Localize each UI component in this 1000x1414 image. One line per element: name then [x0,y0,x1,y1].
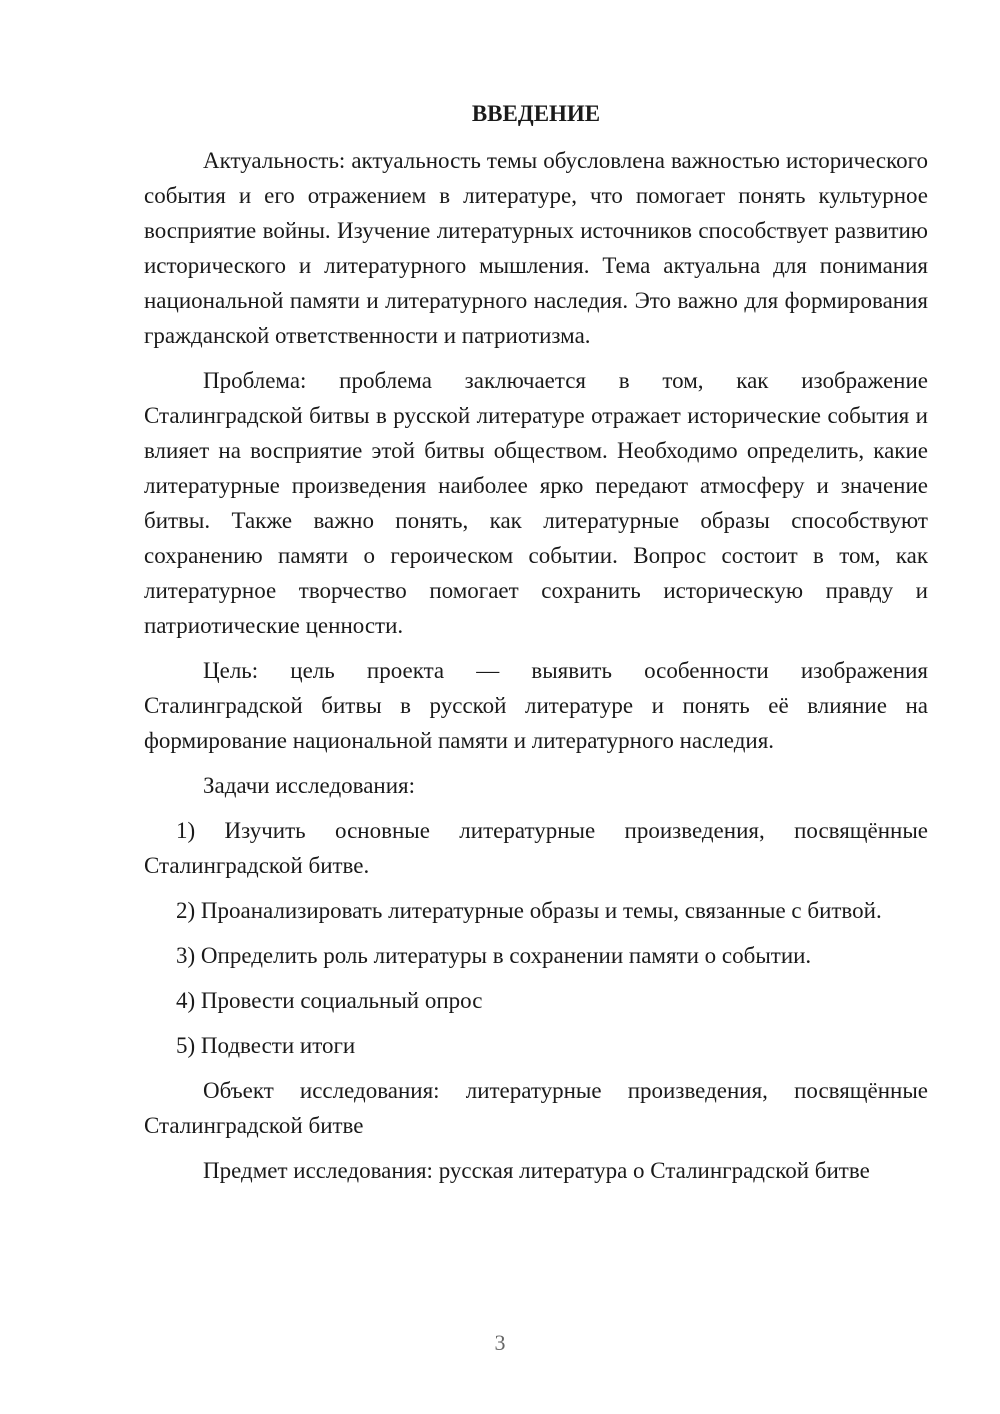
task-item-1: 1) Изучить основные литературные произведения, посвящённые Сталинградской битве. [144,818,928,878]
document-page [144,96,928,1198]
paragraph-goal: Цель: цель проекта — выявить особенности изображения Сталинградской битвы в русской литературе и понять её влияние на формирование национальной памяти и литературного наследия. [144,658,928,753]
page-title: ВВЕДЕНИЕ [471,101,601,126]
tasks-heading: Задачи исследования: [203,773,416,798]
task-item-4: 4) Провести социальный опрос [176,988,483,1013]
task-item-2: 2) Проанализировать литературные образы и темы, связанные с битвой. [176,898,882,923]
paragraph-relevance: Актуальность: актуальность темы обусловлена важностью исторического события и его отражением в литературе, что помогает понять культурное восприятие войны. Изучение литературных источников способствует развитию исторического и литературного мышления. Тема актуальна для понимания национальной памяти и литературного наследия. Это важно для формирования гражданской ответственности и патриотизма. [144,148,928,348]
paragraph-subject: Предмет исследования: русская литература о Сталинградской битве [203,1158,870,1183]
paragraph-problem: Проблема: проблема заключается в том, как изображение Сталинградской битвы в русской литературе отражает исторические события и влияет на восприятие этой битвы обществом. Необходимо определить, какие литературные произведения наиболее ярко передают атмосферу и значение битвы. Также важно понять, как литературные образы способствуют сохранению памяти о героическом событии. Вопрос состоит в том, как литературное творчество помогает сохранить историческую правду и патриотические ценности. [144,368,928,638]
paragraph-object: Объект исследования: литературные произведения, посвящённые Сталинградской битве [144,1078,928,1138]
page-number: 3 [494,1330,506,1355]
task-item-3: 3) Определить роль литературы в сохранении памяти о событии. [176,943,812,968]
task-item-5: 5) Подвести итоги [176,1033,356,1058]
